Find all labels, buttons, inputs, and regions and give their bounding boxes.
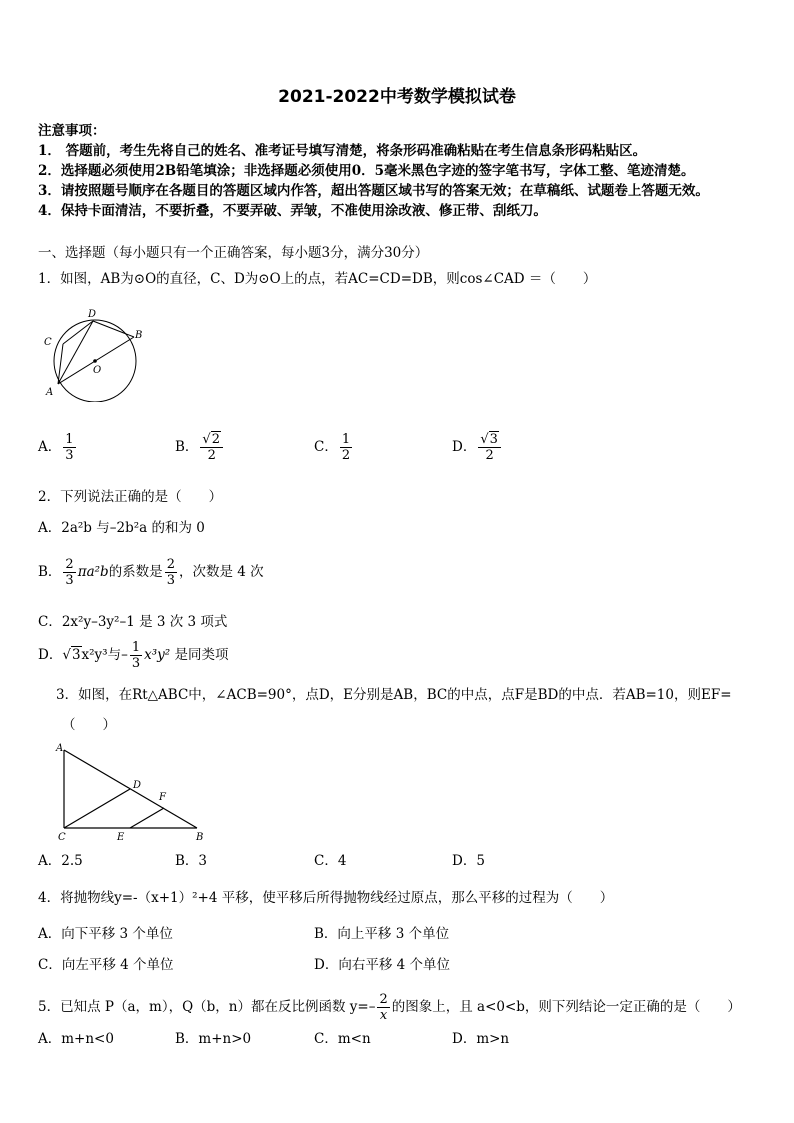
q3-label-d: D bbox=[133, 780, 142, 791]
q3-label-b: B bbox=[196, 832, 204, 843]
q3-triangle-figure bbox=[52, 738, 212, 844]
q2-option-d[interactable]: D．√3x²y³与– $\frac{1}{3}$ x³y² 是同类项 bbox=[38, 640, 229, 671]
q2-option-c[interactable]: C．2x²y–3y²–1 是 3 次 3 项式 bbox=[38, 614, 228, 630]
q1-circle-figure bbox=[38, 300, 150, 402]
notice-heading: 注意事项： bbox=[38, 123, 106, 139]
q3-option-d[interactable]: D．5 bbox=[452, 853, 485, 869]
q5-stem: 5．已知点 P（a，m），Q（b，n）都在反比例函数 y=– $\frac{2}{x}$ 的图象上，且 a<0<b，则下列结论一定正确的是（ ） bbox=[38, 992, 741, 1023]
q4-option-c[interactable]: C．向左平移 4 个单位 bbox=[38, 957, 174, 973]
q3-label-a: A bbox=[56, 743, 64, 754]
q4-option-d[interactable]: D．向右平移 4 个单位 bbox=[314, 957, 450, 973]
q1-option-b[interactable]: B． $\frac{√2}{2}$ bbox=[175, 432, 225, 463]
q1-label-b: B bbox=[135, 330, 143, 341]
q5-option-b[interactable]: B．m+n>0 bbox=[175, 1031, 252, 1047]
q1-label-d: D bbox=[88, 309, 97, 320]
q4-stem: 4．将抛物线y=-（x+1）²+4 平移，使平移后所得抛物线经过原点，那么平移的过程为（ ） bbox=[38, 890, 614, 906]
q2-option-b[interactable]: B． $\frac{2}{3}$ πa²b的系数是 $\frac{2}{3}$ ，次数是 4 次 bbox=[38, 557, 264, 588]
q4-option-a[interactable]: A．向下平移 3 个单位 bbox=[38, 926, 173, 942]
q1-option-d[interactable]: D． $\frac{√3}{2}$ bbox=[452, 432, 503, 463]
q3-option-b[interactable]: B．3 bbox=[175, 853, 208, 869]
q4-option-b[interactable]: B．向上平移 3 个单位 bbox=[314, 926, 450, 942]
q1-option-a[interactable]: A． $\frac{1}{3}$ bbox=[38, 432, 74, 463]
notice-item-1: 1． 答题前，考生先将自己的姓名、准考证号填写清楚，将条形码准确粘贴在考生信息条形码粘贴区。 bbox=[38, 143, 647, 159]
q1-option-c[interactable]: C． $\frac{1}{2}$ bbox=[314, 432, 351, 463]
q3-label-e: E bbox=[117, 832, 125, 843]
q1-label-c: C bbox=[44, 337, 52, 348]
page-title: 2021-2022中考数学模拟试卷 bbox=[278, 87, 516, 107]
q3-label-f: F bbox=[159, 792, 166, 803]
q3-stem: 3．如图，在Rt△ABC中，∠ACB=90°，点D，E分别是AB，BC的中点，点F是BD的中点．若AB=10，则EF= bbox=[56, 687, 732, 703]
q1-label-o: O bbox=[93, 365, 102, 376]
q2-stem: 2．下列说法正确的是（ ） bbox=[38, 489, 223, 505]
q3-stem-bracket: （ ） bbox=[62, 717, 116, 733]
q3-label-c: C bbox=[58, 832, 66, 843]
notice-item-2: 2．选择题必须使用2B铅笔填涂；非选择题必须使用0．5毫米黑色字迹的签字笔书写，字体工整、笔迹清楚。 bbox=[38, 163, 695, 179]
notice-item-4: 4．保持卡面清洁，不要折叠，不要弄破、弄皱，不准使用涂改液、修正带、刮纸刀。 bbox=[38, 203, 547, 219]
q1-stem: 1．如图，AB为⊙O的直径，C、D为⊙O上的点，若AC=CD=DB，则cos∠CAD ＝（ ） bbox=[38, 271, 597, 287]
q2-option-a[interactable]: A．2a²b 与–2b²a 的和为 0 bbox=[38, 520, 205, 536]
section-heading: 一、选择题（每小题只有一个正确答案，每小题3分，满分30分） bbox=[38, 245, 429, 261]
q5-option-c[interactable]: C．m<n bbox=[314, 1031, 371, 1047]
q3-option-c[interactable]: C．4 bbox=[314, 853, 347, 869]
q3-option-a[interactable]: A．2.5 bbox=[38, 853, 83, 869]
notice-item-3: 3．请按照题号顺序在各题目的答题区域内作答，超出答题区域书写的答案无效；在草稿纸、试题卷上答题无效。 bbox=[38, 183, 709, 199]
q1-label-a: A bbox=[46, 387, 54, 398]
q5-option-d[interactable]: D．m>n bbox=[452, 1031, 510, 1047]
q5-option-a[interactable]: A．m+n<0 bbox=[38, 1031, 114, 1047]
